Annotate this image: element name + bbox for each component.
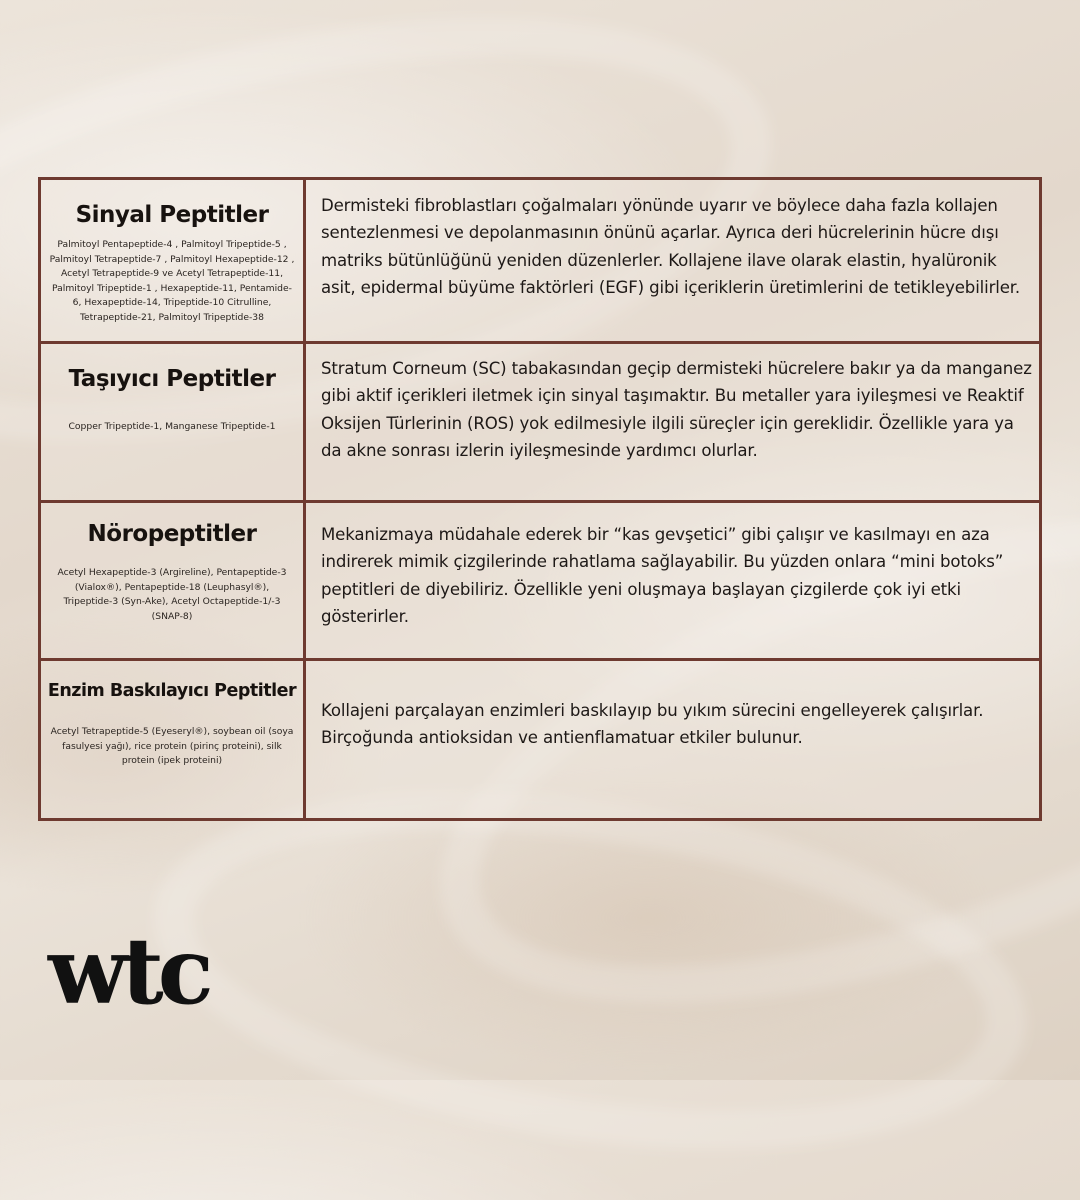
row-label-cell	[41, 661, 306, 818]
row-ingredients: Palmitoyl Pentapeptide-4 , Palmitoyl Tripeptide-5 , Palmitoyl Tetrapeptide-7 , Palmitoyl Hexapeptide-12 , Acetyl Tetrapeptide-9 ve Acetyl Tetrapeptide-11, Palmitoyl Tripeptide-1 , Hexapeptide-11, Pentamide-6, Hexapeptide-14, Tripeptide-10 Citrulline, Tetrapeptide-21, Palmitoyl Tripeptide-38	[49, 239, 295, 323]
row-description: Mekanizmaya müdahale ederek bir “kas gevşetici” gibi çalışır ve kasılmayı en aza indirerek mimik çizgilerinde rahatlama sağlayabilir. Bu yüzden onlara “mini botoks” peptitleri de diyebiliriz. Özellikle yeni oluşmaya başlayan çizgilerde çok iyi etki gösterirler.	[321, 525, 1004, 626]
row-title: Enzim Baskılayıcı Peptitler	[47, 681, 297, 701]
table-row-enzyme	[41, 661, 1039, 818]
row-label-cell	[41, 180, 306, 341]
row-title: Taşıyıcı Peptitler	[68, 366, 276, 392]
table-row-neuro	[41, 503, 1039, 661]
table-row-signal	[41, 180, 1039, 344]
peptide-table	[38, 177, 1042, 821]
row-label-cell	[41, 503, 306, 658]
table-row-carrier	[41, 344, 1039, 503]
row-title: Sinyal Peptitler	[75, 202, 269, 228]
brand-logo: wtc	[48, 917, 208, 1025]
row-description: Dermisteki fibroblastları çoğalmaları yönünde uyarır ve böylece daha fazla kollajen sentezlenmesi ve depolanmasının önünü açarlar. Ayrıca deri hücrelerinin hücre dışı matriks bütünlüğünü yeniden düzenlerler. Kollajene ilave olarak elastin, hyalüronik asit, epidermal büyüme faktörleri (EGF) gibi içeriklerin üretimlerini de tetikleyebilirler.	[321, 196, 1021, 297]
row-ingredients: Acetyl Hexapeptide-3 (Argireline), Pentapeptide-3 (Vialox®), Pentapeptide-18 (Leuphasyl®), Tripeptide-3 (Syn-Ake), Acetyl Octapeptide-1/-3 (SNAP-8)	[57, 567, 287, 622]
row-description: Kollajeni parçalayan enzimleri baskılayıp bu yıkım sürecini engelleyerek çalışırlar. Birçoğunda antioksidan ve antienflamatuar etkiler bulunur.	[321, 701, 984, 748]
row-title: Nöropeptitler	[87, 521, 257, 547]
row-ingredients: Acetyl Tetrapeptide-5 (Eyeseryl®), soybean oil (soya fasulyesi yağı), rice protein (pirinç proteini), silk protein (ipek proteini)	[50, 726, 294, 767]
row-label-cell	[41, 344, 306, 500]
row-description: Stratum Corneum (SC) tabakasından geçip dermisteki hücrelere bakır ya da manganez gibi aktif içerikleri iletmek için sinyal taşımaktır. Bu metaller yara iyileşmesi ve Reaktif Oksijen Türlerinin (ROS) yok edilmesiyle ilgili süreçler için gereklidir. Özellikle yara ya da akne sonrası izlerin iyileşmesinde yardımcı olurlar.	[321, 359, 1032, 460]
row-ingredients: Copper Tripeptide-1, Manganese Tripeptide-1	[68, 421, 276, 432]
